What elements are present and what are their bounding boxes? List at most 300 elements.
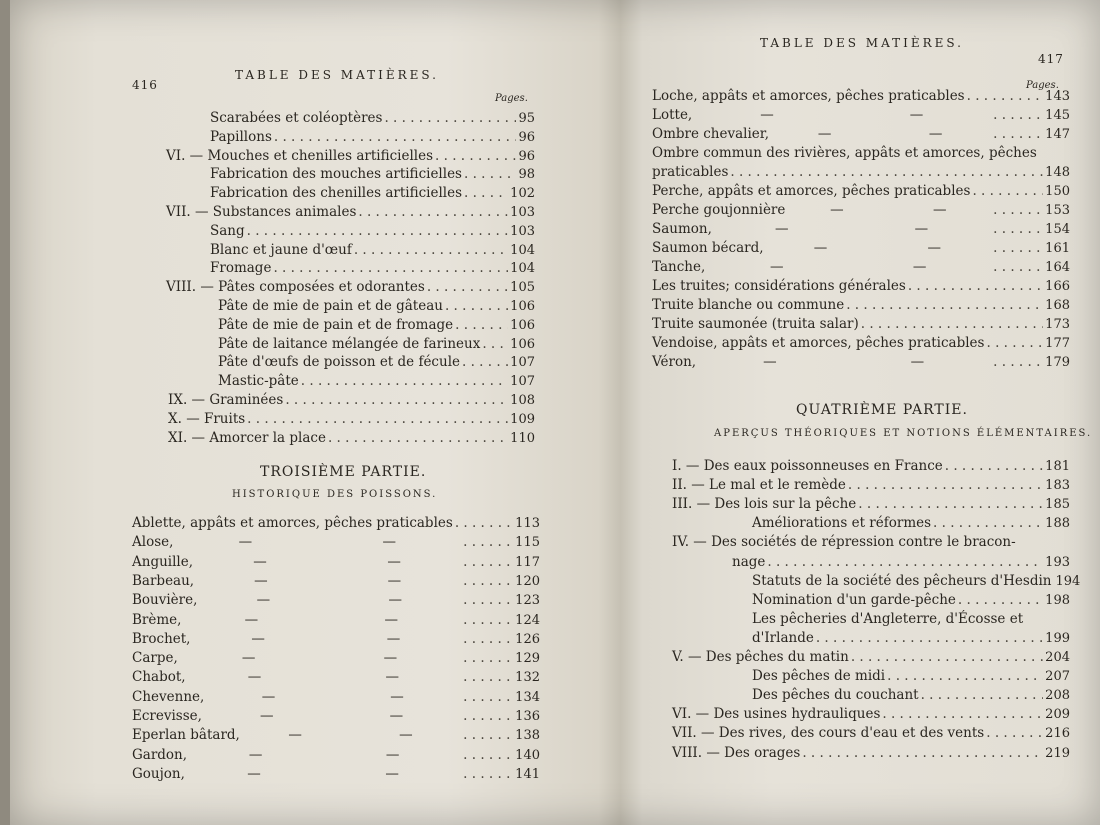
leader-dots <box>463 689 513 705</box>
entry-page-number: 107 <box>510 355 535 371</box>
toc-entry <box>652 335 1070 351</box>
ditto-dash: — <box>385 746 400 763</box>
ditto-dash: — <box>909 107 924 123</box>
part-four-subtitle: APERÇUS THÉORIQUES ET NOTIONS ÉLÉMENTAIRES. <box>714 428 1093 439</box>
toc-entry <box>132 515 540 531</box>
ditto-dashes <box>785 202 991 218</box>
toc-entry <box>672 745 1070 761</box>
ditto-dashes <box>173 534 461 550</box>
ditto-dash: — <box>247 669 262 686</box>
leader-dots <box>933 515 1043 531</box>
entry-page-number: 106 <box>510 317 535 333</box>
right-page <box>600 0 1100 825</box>
entry-title: Carpe, <box>132 650 178 667</box>
toc-entry <box>218 336 535 352</box>
entry-title: Véron, <box>652 354 697 370</box>
leader-dots <box>463 727 513 743</box>
ditto-dashes <box>194 573 461 589</box>
leader-dots <box>848 477 1043 493</box>
ditto-dash: — <box>244 611 259 628</box>
leader-dots <box>802 745 1043 761</box>
entry-page-number: 181 <box>1045 459 1070 474</box>
toc-entry <box>672 725 1070 741</box>
ditto-dash: — <box>912 259 927 275</box>
leader-dots <box>908 278 1043 294</box>
toc-entry <box>218 354 535 370</box>
toc-entry <box>166 204 535 220</box>
ditto-dashes <box>185 766 461 782</box>
toc-entry <box>652 259 1070 275</box>
toc-entry <box>652 145 1070 161</box>
toc-entry <box>210 260 535 276</box>
toc-entry <box>166 148 535 164</box>
toc-entry <box>132 554 540 570</box>
leader-dots <box>858 496 1043 512</box>
page-number-left: 416 <box>132 78 158 92</box>
toc-entry <box>652 202 1070 218</box>
entry-page-number: 136 <box>515 709 540 724</box>
toc-entry <box>132 612 540 628</box>
entry-title: VIII. — Pâtes composées et odorantes <box>166 279 425 296</box>
entry-page-number: 161 <box>1045 241 1070 256</box>
entry-page-number: 103 <box>510 223 535 239</box>
entry-title: VII. — Substances animales <box>166 204 357 220</box>
toc-entry <box>168 430 535 446</box>
entry-title: Chabot, <box>132 669 186 686</box>
entry-page-number: 179 <box>1045 355 1070 370</box>
toc-entry <box>652 126 1070 142</box>
ditto-dash: — <box>914 221 929 237</box>
entry-title: Brochet, <box>132 630 191 647</box>
leader-dots <box>273 260 508 276</box>
leader-dots <box>887 668 1043 684</box>
toc-entry <box>132 592 540 608</box>
leader-dots <box>767 554 1043 570</box>
entry-title: Gardon, <box>132 746 188 763</box>
part-four-title: QUATRIÈME PARTIE. <box>796 402 968 418</box>
leader-dots <box>464 185 508 201</box>
entry-title: Eperlan bâtard, <box>132 727 240 744</box>
entry-title: Les truites; considérations générales <box>652 278 906 294</box>
entry-title: Pâte de mie de pain et de gâteau <box>218 298 443 314</box>
leader-dots <box>986 725 1043 741</box>
ditto-dashes <box>769 126 991 142</box>
entry-title: VI. — Des usines hydrauliques <box>672 706 881 723</box>
entry-page-number: 108 <box>510 393 535 408</box>
entry-title: Ablette, appâts et amorces, pêches praticables <box>132 515 453 531</box>
entry-title: Pâte de laitance mélangée de farineux <box>218 335 481 352</box>
ditto-dashes <box>712 221 991 237</box>
entry-title: Pâte d'œufs de poisson et de fécule <box>218 354 460 371</box>
entry-page-number: 134 <box>515 689 540 705</box>
entry-page-number: 140 <box>515 747 540 763</box>
toc-entry <box>652 183 1070 199</box>
toc-entry <box>652 297 1070 313</box>
entry-page-number: 193 <box>1045 554 1070 570</box>
entry-title: Chevenne, <box>132 688 205 705</box>
entry-title: Alose, <box>132 534 174 551</box>
toc-entry <box>132 631 540 647</box>
ditto-dash: — <box>763 354 777 370</box>
ditto-dash: — <box>769 259 784 275</box>
entry-title: XI. — Amorcer la place <box>168 429 326 446</box>
entry-page-number: 204 <box>1045 650 1070 665</box>
entry-title: Perche, appâts et amorces, pêches praticables <box>652 183 971 199</box>
entry-page-number: 96 <box>518 129 535 145</box>
leader-dots <box>463 554 513 570</box>
entry-page-number: 209 <box>1045 707 1070 723</box>
ditto-dash: — <box>385 669 399 686</box>
ditto-dash: — <box>390 688 404 705</box>
leader-dots <box>247 411 508 427</box>
entry-page-number: 104 <box>510 242 535 258</box>
leader-dots <box>861 316 1043 332</box>
ditto-dash: — <box>928 126 943 142</box>
toc-entry <box>652 354 1070 370</box>
part-three-subtitle: HISTORIQUE DES POISSONS. <box>232 489 438 500</box>
toc-entry <box>132 689 540 705</box>
ditto-dashes <box>193 554 461 570</box>
entry-title: Perche goujonnière <box>652 202 786 218</box>
leader-dots <box>455 317 508 333</box>
toc-entry <box>652 278 1070 294</box>
entry-title: Fromage <box>210 260 272 277</box>
toc-entry <box>168 392 535 408</box>
entry-title: nage <box>732 553 766 570</box>
entry-page-number: 123 <box>515 593 540 609</box>
leader-dots <box>455 515 513 531</box>
entry-page-number: 177 <box>1045 336 1070 351</box>
toc-entry <box>752 592 1070 608</box>
entry-page-number: 219 <box>1045 745 1070 761</box>
entry-page-number: 148 <box>1045 165 1070 180</box>
leader-dots <box>463 573 513 589</box>
leader-dots <box>463 612 513 628</box>
ditto-dash: — <box>399 727 413 744</box>
entry-page-number: 199 <box>1045 630 1070 646</box>
entry-title: Des pêches de midi <box>752 668 886 685</box>
leader-dots <box>274 129 517 145</box>
ditto-dash: — <box>260 708 274 724</box>
ditto-dashes <box>764 240 992 256</box>
leader-dots <box>945 458 1043 474</box>
entry-page-number: 166 <box>1045 279 1070 294</box>
entry-title: Statuts de la société des pêcheurs d'Hesdin <box>752 572 1052 589</box>
ditto-dashes <box>187 747 461 763</box>
leader-dots <box>462 354 508 370</box>
entry-page-number: 98 <box>518 167 535 183</box>
entry-page-number: 117 <box>515 554 540 570</box>
toc-entry <box>132 573 540 589</box>
pages-column-label-right: Pages. <box>1026 80 1059 91</box>
toc-entry <box>652 316 1070 332</box>
leader-dots <box>482 336 508 352</box>
entry-page-number: 129 <box>515 651 540 667</box>
entry-title: VII. — Des rives, des cours d'eau et des vents <box>672 725 985 742</box>
open-book <box>10 0 1100 825</box>
leader-dots <box>463 669 513 685</box>
ditto-dash: — <box>813 240 828 256</box>
entry-page-number: 107 <box>510 374 535 390</box>
entry-page-number: 164 <box>1045 260 1070 275</box>
leader-dots <box>463 708 513 724</box>
ditto-dash: — <box>830 202 844 218</box>
leader-dots <box>851 649 1043 665</box>
ditto-dashes <box>202 708 461 724</box>
entry-page-number: 141 <box>515 766 540 782</box>
entry-title: Truite saumonée (truita salar) <box>652 316 859 332</box>
toc-entry <box>752 515 1070 531</box>
leader-dots <box>463 534 513 550</box>
ditto-dash: — <box>261 688 276 705</box>
leader-dots <box>354 242 508 258</box>
ditto-dashes <box>190 631 461 647</box>
leader-dots <box>445 298 508 314</box>
entry-title: Saumon, <box>652 221 712 237</box>
toc-entry <box>752 668 1070 684</box>
toc-entry <box>752 572 1081 589</box>
leader-dots <box>993 107 1043 123</box>
toc-entry <box>210 166 535 182</box>
entry-title: Ecrevisse, <box>132 708 202 724</box>
ditto-dash: — <box>241 650 256 667</box>
pages-column-label-left: Pages. <box>495 93 528 104</box>
ditto-dash: — <box>288 727 302 744</box>
leader-dots <box>463 631 513 647</box>
ditto-dashes <box>696 354 991 370</box>
toc-entry <box>210 223 535 239</box>
entry-title: VI. — Mouches et chenilles artificielles <box>166 147 434 164</box>
leader-dots <box>921 687 1044 703</box>
ditto-dash: — <box>817 126 832 142</box>
toc-entry <box>132 708 540 724</box>
entry-title: Anguille, <box>132 553 194 570</box>
entry-title: Les pêcheries d'Angleterre, d'Écosse et <box>752 610 1024 627</box>
entry-page-number: 147 <box>1045 127 1070 142</box>
leader-dots <box>247 223 509 239</box>
entry-title: d'Irlande <box>752 629 814 646</box>
leader-dots <box>993 240 1043 256</box>
entry-page-number: 185 <box>1045 497 1070 513</box>
toc-entry <box>672 496 1070 512</box>
entry-title: Truite blanche ou commune <box>652 297 845 313</box>
toc-entry <box>652 107 1070 123</box>
entry-page-number: 150 <box>1045 184 1070 199</box>
entry-title: Des pêches du couchant <box>752 687 919 704</box>
entry-title: Loche, appâts et amorces, pêches praticables <box>652 88 965 104</box>
leader-dots <box>972 183 1043 199</box>
entry-page-number: 216 <box>1045 726 1070 742</box>
entry-page-number: 95 <box>518 111 535 126</box>
entry-page-number: 153 <box>1045 203 1070 218</box>
leader-dots <box>958 592 1043 608</box>
toc-entry <box>672 458 1070 474</box>
ditto-dash: — <box>238 534 253 551</box>
entry-title: Bouvière, <box>132 592 198 609</box>
ditto-dash: — <box>927 240 942 256</box>
entry-title: Nomination d'un garde-pêche <box>752 591 956 608</box>
entry-page-number: 183 <box>1045 478 1070 494</box>
toc-entry <box>132 766 540 782</box>
running-head-left: TABLE DES MATIÈRES. <box>235 68 439 82</box>
entry-page-number: 168 <box>1045 298 1070 313</box>
entry-title: Fabrication des chenilles artificielles <box>210 185 462 202</box>
entry-page-number: 126 <box>515 631 540 647</box>
ditto-dash: — <box>932 202 947 218</box>
leader-dots <box>463 650 513 666</box>
leader-dots <box>464 166 516 182</box>
toc-entry <box>672 477 1070 493</box>
running-head-right: TABLE DES MATIÈRES. <box>760 36 964 50</box>
leader-dots <box>993 221 1043 237</box>
toc-entry <box>210 242 535 258</box>
ditto-dash: — <box>253 553 267 570</box>
entry-title: Ombre commun des rivières, appâts et amorces, pêches <box>652 145 1037 161</box>
entry-title: Sang <box>210 222 245 239</box>
entry-page-number: 103 <box>510 205 535 220</box>
toc-entry <box>752 630 1070 646</box>
toc-entry <box>218 317 535 333</box>
ditto-dash: — <box>387 553 401 570</box>
ditto-dash: — <box>910 354 925 370</box>
ditto-dashes <box>705 259 991 275</box>
leader-dots <box>384 110 516 126</box>
toc-entry <box>672 534 1070 550</box>
entry-title: Brème, <box>132 611 182 628</box>
ditto-dash: — <box>254 572 268 589</box>
ditto-dashes <box>240 727 461 743</box>
entry-title: VIII. — Des orages <box>672 744 801 761</box>
ditto-dash: — <box>384 611 398 628</box>
entry-page-number: 143 <box>1045 89 1070 104</box>
toc-entry <box>210 110 535 126</box>
entry-page-number: 106 <box>510 299 535 314</box>
page-number-right: 417 <box>1038 52 1064 66</box>
entry-title: IV. — Des sociétés de répression contre le bracon- <box>672 534 1016 551</box>
entry-title: Saumon bécard, <box>652 240 764 256</box>
entry-title: Ombre chevalier, <box>652 126 770 142</box>
entry-title: Blanc et jaune d'œuf <box>210 241 352 258</box>
ditto-dash: — <box>251 630 265 647</box>
ditto-dash: — <box>248 746 263 763</box>
ditto-dash: — <box>760 107 774 123</box>
entry-page-number: 96 <box>518 148 535 164</box>
leader-dots <box>882 706 1043 722</box>
part-three-title: TROISIÈME PARTIE. <box>260 464 427 480</box>
ditto-dashes <box>197 592 461 608</box>
toc-entry <box>652 240 1070 256</box>
ditto-dash: — <box>247 765 261 782</box>
ditto-dash: — <box>387 572 402 589</box>
entry-page-number: 154 <box>1045 222 1070 237</box>
ditto-dash: — <box>386 630 401 647</box>
entry-title: Vendoise, appâts et amorces, pêches praticables <box>652 335 985 351</box>
entry-page-number: 188 <box>1045 516 1070 532</box>
entry-title: Lotte, <box>652 107 693 123</box>
leader-dots <box>986 335 1043 351</box>
entry-page-number: 110 <box>510 430 535 446</box>
ditto-dashes <box>178 650 461 666</box>
toc-entry <box>132 727 540 743</box>
leader-dots <box>463 766 513 782</box>
toc-entry <box>210 129 535 145</box>
toc-entry <box>166 279 535 295</box>
toc-entry <box>652 164 1070 180</box>
entry-title: Améliorations et réformes <box>752 515 932 532</box>
entry-page-number: 104 <box>510 261 535 277</box>
toc-entry <box>752 611 1070 627</box>
entry-page-number: 145 <box>1045 108 1070 123</box>
leader-dots <box>435 148 516 164</box>
toc-entry <box>672 649 1070 665</box>
ditto-dash: — <box>388 592 402 609</box>
entry-title: Pâte de mie de pain et de fromage <box>218 316 454 333</box>
ditto-dashes <box>181 612 461 628</box>
leader-dots <box>358 204 508 220</box>
toc-entry <box>218 373 535 389</box>
toc-entry <box>672 706 1070 722</box>
entry-page-number: 113 <box>515 516 540 531</box>
ditto-dash: — <box>389 708 404 724</box>
leader-dots <box>967 88 1044 104</box>
entry-page-number: 124 <box>515 612 540 628</box>
toc-entry <box>732 554 1070 570</box>
toc-entry <box>218 298 535 314</box>
entry-page-number: 115 <box>515 535 540 551</box>
entry-page-number: 106 <box>510 336 535 352</box>
leader-dots <box>816 630 1043 646</box>
entry-title: IX. — Graminées <box>168 392 284 408</box>
entry-page-number: 208 <box>1045 688 1070 704</box>
entry-title: Scarabées et coléoptères <box>210 110 383 126</box>
leader-dots <box>427 279 508 295</box>
ditto-dashes <box>692 107 991 123</box>
toc-entry <box>652 221 1070 237</box>
entry-title: Tanche, <box>652 259 706 275</box>
toc-entry <box>132 534 540 550</box>
leader-dots <box>846 297 1043 313</box>
entry-page-number: 194 <box>1055 573 1081 589</box>
ditto-dashes <box>204 689 461 705</box>
ditto-dash: — <box>385 765 399 782</box>
leader-dots <box>993 354 1043 370</box>
entry-title: Fabrication des mouches artificielles <box>210 166 462 183</box>
entry-title: III. — Des lois sur la pêche <box>672 496 857 513</box>
entry-page-number: 207 <box>1045 669 1070 685</box>
entry-title: X. — Fruits <box>168 410 246 427</box>
entry-title: II. — Le mal et le remède <box>672 477 846 494</box>
entry-page-number: 109 <box>510 411 535 427</box>
toc-entry <box>132 747 540 763</box>
entry-page-number: 173 <box>1045 317 1070 332</box>
leader-dots <box>301 373 508 389</box>
toc-entry <box>752 687 1070 703</box>
entry-title: Mastic-pâte <box>218 373 299 390</box>
leader-dots <box>730 164 1043 180</box>
toc-entry <box>210 185 535 201</box>
leader-dots <box>463 592 513 608</box>
entry-title: Papillons <box>210 128 272 145</box>
entry-page-number: 102 <box>510 186 535 202</box>
entry-title: I. — Des eaux poissonneuses en France <box>672 458 943 474</box>
entry-page-number: 120 <box>515 573 540 589</box>
toc-entry <box>652 88 1070 104</box>
entry-page-number: 132 <box>515 670 540 686</box>
entry-title: V. — Des pêches du matin <box>672 649 849 665</box>
entry-page-number: 105 <box>510 280 535 296</box>
leader-dots <box>463 747 513 763</box>
toc-entry <box>132 669 540 685</box>
